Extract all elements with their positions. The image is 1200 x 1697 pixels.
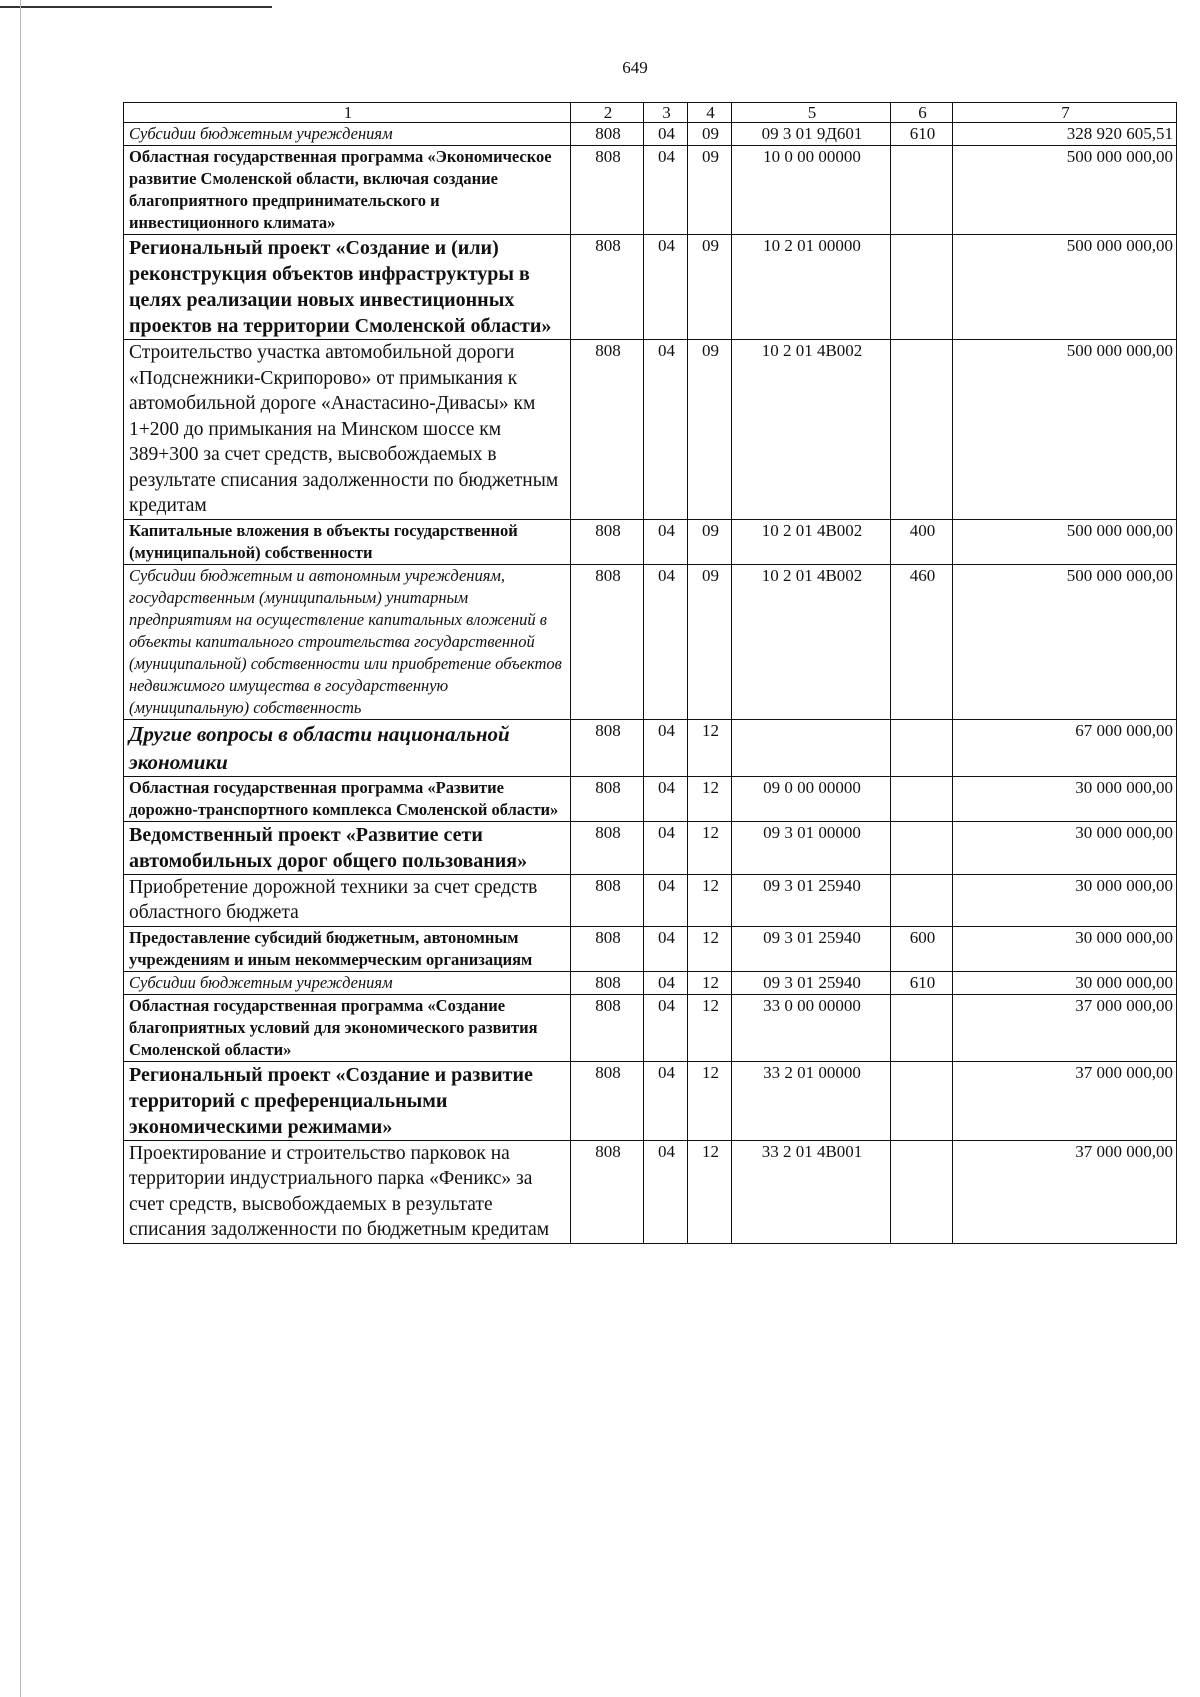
- row-name: Проектирование и строительство парковок на территории индустриального парка «Феникс» за счет средств, высвобождаемых в результате списания задолженности по бюджетным кредитам: [124, 1140, 571, 1243]
- row-rz: 04: [644, 1140, 688, 1243]
- table-row: [124, 874, 1177, 926]
- row-name: Областная государственная программа «Экономическое развитие Смоленской области, включая создание благоприятного предпринимательского и инвестиционного климата»: [124, 146, 571, 235]
- table-row: [124, 776, 1177, 821]
- row-vr: [891, 1061, 953, 1140]
- row-csr: 10 2 01 4В002: [732, 564, 891, 719]
- row-csr: 33 2 01 00000: [732, 1061, 891, 1140]
- row-name: Предоставление субсидий бюджетным, автономным учреждениям и иным некоммерческим организациям: [124, 926, 571, 971]
- row-csr: 33 0 00 00000: [732, 994, 891, 1061]
- row-ved: 808: [571, 874, 644, 926]
- row-sum: 30 000 000,00: [953, 926, 1177, 971]
- row-ved: 808: [571, 776, 644, 821]
- row-pr: 12: [688, 776, 732, 821]
- row-sum: 30 000 000,00: [953, 776, 1177, 821]
- top-rule: [0, 6, 272, 8]
- row-vr: [891, 776, 953, 821]
- row-csr: [732, 719, 891, 776]
- header-cell: 5: [732, 103, 891, 123]
- row-pr: 09: [688, 235, 732, 340]
- row-sum: 30 000 000,00: [953, 874, 1177, 926]
- row-sum: 37 000 000,00: [953, 1140, 1177, 1243]
- row-csr: 10 0 00 00000: [732, 146, 891, 235]
- row-vr: 610: [891, 123, 953, 146]
- row-vr: [891, 146, 953, 235]
- row-sum: 30 000 000,00: [953, 821, 1177, 874]
- row-csr: 10 2 01 4В002: [732, 519, 891, 564]
- row-sum: 500 000 000,00: [953, 519, 1177, 564]
- row-rz: 04: [644, 519, 688, 564]
- header-cell: 2: [571, 103, 644, 123]
- row-ved: 808: [571, 519, 644, 564]
- row-ved: 808: [571, 719, 644, 776]
- row-vr: [891, 719, 953, 776]
- row-name: Областная государственная программа «Развитие дорожно-транспортного комплекса Смоленской области»: [124, 776, 571, 821]
- row-sum: 500 000 000,00: [953, 340, 1177, 520]
- row-name: Региональный проект «Создание и развитие территорий с преференциальными экономическими режимами»: [124, 1061, 571, 1140]
- row-sum: 328 920 605,51: [953, 123, 1177, 146]
- row-ved: 808: [571, 994, 644, 1061]
- row-rz: 04: [644, 821, 688, 874]
- row-pr: 09: [688, 564, 732, 719]
- row-csr: 09 3 01 25940: [732, 874, 891, 926]
- header-cell: 6: [891, 103, 953, 123]
- row-rz: 04: [644, 1061, 688, 1140]
- row-rz: 04: [644, 719, 688, 776]
- header-cell: 7: [953, 103, 1177, 123]
- row-vr: [891, 235, 953, 340]
- row-ved: 808: [571, 971, 644, 994]
- row-name: Приобретение дорожной техники за счет средств областного бюджета: [124, 874, 571, 926]
- row-rz: 04: [644, 123, 688, 146]
- row-name: Субсидии бюджетным учреждениям: [124, 971, 571, 994]
- budget-table: [123, 102, 1177, 1244]
- header-cell: 3: [644, 103, 688, 123]
- row-rz: 04: [644, 235, 688, 340]
- row-pr: 12: [688, 874, 732, 926]
- row-pr: 09: [688, 340, 732, 520]
- row-pr: 12: [688, 926, 732, 971]
- row-rz: 04: [644, 874, 688, 926]
- row-name: Субсидии бюджетным и автономным учреждениям, государственным (муниципальным) унитарным предприятиям на осуществление капитальных вложений в объекты капитального строительства государственной (муниципальной) собственности или приобретение объектов недвижимого имущества в государственную (муниципальную) собственность: [124, 564, 571, 719]
- row-rz: 04: [644, 340, 688, 520]
- row-rz: 04: [644, 971, 688, 994]
- row-rz: 04: [644, 994, 688, 1061]
- row-pr: 12: [688, 719, 732, 776]
- row-ved: 808: [571, 123, 644, 146]
- row-ved: 808: [571, 146, 644, 235]
- row-csr: 09 3 01 00000: [732, 821, 891, 874]
- table-row: [124, 821, 1177, 874]
- row-name: Ведомственный проект «Развитие сети автомобильных дорог общего пользования»: [124, 821, 571, 874]
- table-row: [124, 971, 1177, 994]
- row-vr: [891, 340, 953, 520]
- row-vr: 610: [891, 971, 953, 994]
- row-pr: 12: [688, 1140, 732, 1243]
- row-vr: [891, 994, 953, 1061]
- row-ved: 808: [571, 340, 644, 520]
- row-ved: 808: [571, 1140, 644, 1243]
- table-row: [124, 564, 1177, 719]
- row-rz: 04: [644, 926, 688, 971]
- row-name: Строительство участка автомобильной дороги «Подснежники-Скрипорово» от примыкания к автомобильной дороге «Анастасино-Дивасы» км 1+200 до примыкания на Минском шоссе км 389+300 за счет средств, высвобождаемых в результате списания задолженности по бюджетным кредитам: [124, 340, 571, 520]
- table-row: [124, 123, 1177, 146]
- row-sum: 37 000 000,00: [953, 1061, 1177, 1140]
- row-pr: 12: [688, 1061, 732, 1140]
- row-rz: 04: [644, 564, 688, 719]
- row-csr: 09 0 00 00000: [732, 776, 891, 821]
- row-ved: 808: [571, 926, 644, 971]
- row-vr: [891, 821, 953, 874]
- header-cell: 1: [124, 103, 571, 123]
- row-vr: 460: [891, 564, 953, 719]
- row-sum: 37 000 000,00: [953, 994, 1177, 1061]
- row-vr: 600: [891, 926, 953, 971]
- row-ved: 808: [571, 1061, 644, 1140]
- row-rz: 04: [644, 776, 688, 821]
- row-csr: 09 3 01 25940: [732, 926, 891, 971]
- table-row: [124, 340, 1177, 520]
- row-vr: [891, 1140, 953, 1243]
- row-name: Региональный проект «Создание и (или) реконструкция объектов инфраструктуры в целях реализации новых инвестиционных проектов на территории Смоленской области»: [124, 235, 571, 340]
- row-rz: 04: [644, 146, 688, 235]
- row-sum: 30 000 000,00: [953, 971, 1177, 994]
- table-row: [124, 1140, 1177, 1243]
- row-sum: 500 000 000,00: [953, 146, 1177, 235]
- header-row: [124, 103, 1177, 123]
- row-pr: 12: [688, 971, 732, 994]
- row-name: Другие вопросы в области национальной экономики: [124, 719, 571, 776]
- table-row: [124, 1061, 1177, 1140]
- row-csr: 10 2 01 00000: [732, 235, 891, 340]
- row-csr: 33 2 01 4В001: [732, 1140, 891, 1243]
- row-sum: 67 000 000,00: [953, 719, 1177, 776]
- row-pr: 09: [688, 123, 732, 146]
- row-ved: 808: [571, 564, 644, 719]
- row-name: Областная государственная программа «Создание благоприятных условий для экономического развития Смоленской области»: [124, 994, 571, 1061]
- row-csr: 10 2 01 4В002: [732, 340, 891, 520]
- table-row: [124, 519, 1177, 564]
- row-ved: 808: [571, 235, 644, 340]
- row-pr: 12: [688, 994, 732, 1061]
- row-name: Капитальные вложения в объекты государственной (муниципальной) собственности: [124, 519, 571, 564]
- row-ved: 808: [571, 821, 644, 874]
- row-csr: 09 3 01 9Д601: [732, 123, 891, 146]
- row-vr: 400: [891, 519, 953, 564]
- row-vr: [891, 874, 953, 926]
- left-margin-rule: [20, 0, 21, 1697]
- row-name: Субсидии бюджетным учреждениям: [124, 123, 571, 146]
- row-pr: 12: [688, 821, 732, 874]
- table-row: [124, 146, 1177, 235]
- page-number: 649: [622, 58, 648, 77]
- header-cell: 4: [688, 103, 732, 123]
- row-pr: 09: [688, 146, 732, 235]
- table-row: [124, 926, 1177, 971]
- row-sum: 500 000 000,00: [953, 564, 1177, 719]
- table-row: [124, 719, 1177, 776]
- row-csr: 09 3 01 25940: [732, 971, 891, 994]
- row-sum: 500 000 000,00: [953, 235, 1177, 340]
- table-row: [124, 235, 1177, 340]
- table-row: [124, 994, 1177, 1061]
- row-pr: 09: [688, 519, 732, 564]
